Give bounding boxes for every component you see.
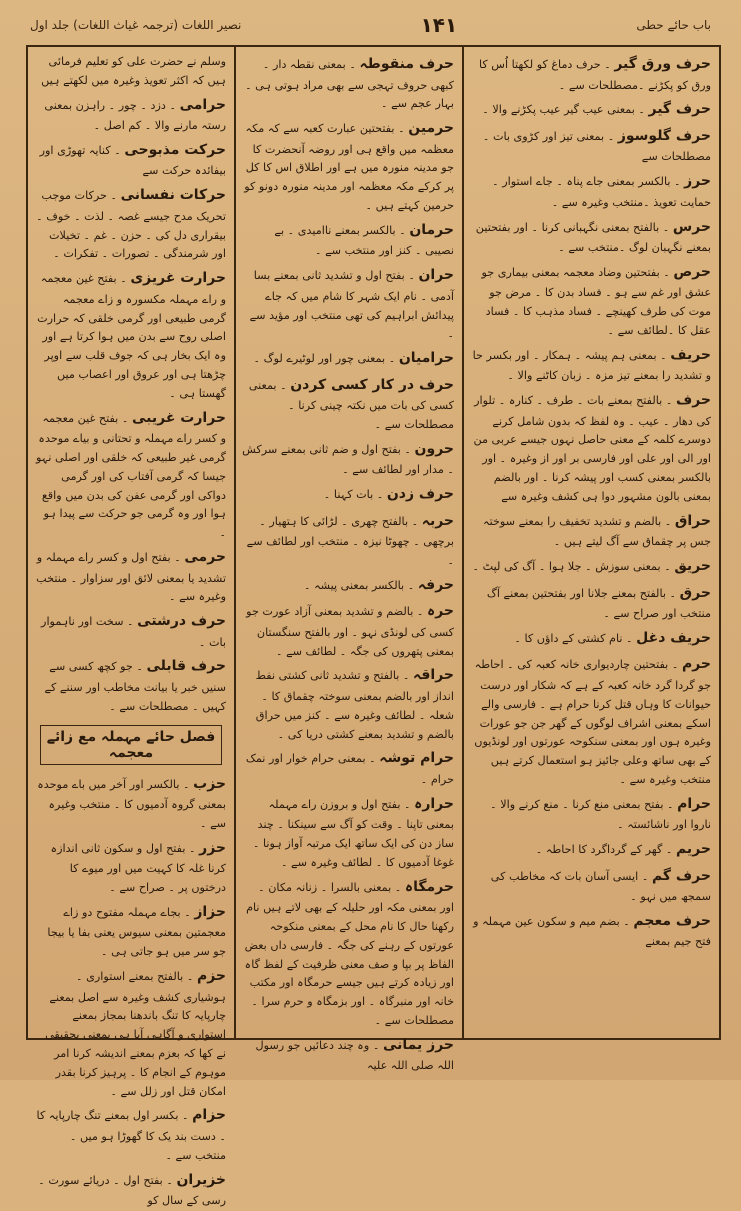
entry-definition: بکسر اول بمعنے تنگ چارپایہ کا ۔ دست بند یک کا گھوڑا ہو میں ۔ منتخب سے ۔ <box>36 1109 226 1162</box>
entry-definition: بالکسر اور آخر میں باے موحدہ بمعنی گروہ آدمیوں کا ۔ منتخب وغیرہ سے ۔ <box>37 777 226 830</box>
dictionary-entry: حرص ۔ بفتحتین وضاد معجمہ بمعنی بیماری جو عشق اور غم سے ہو ۔ فساد بدن کا ۔ مرض جو موت کی طرف کھینچے ۔ فساد مذہب کا ۔ فساد عقل کا ۔لطائف سے ۔ <box>481 263 711 337</box>
dictionary-entry: خزیران ۔ بفتح اول ۔ دریائے سورت ۔ رسی کے سال کو <box>38 1171 226 1208</box>
entry-headword: حرف قابلی <box>146 658 226 675</box>
entry-definition: بمعنی حرام خوار اور نمک حرام ۔ <box>245 752 454 786</box>
entry-definition: بمعنی ہم پیشہ ۔ ہمکار ۔ اور بکسر حا و تشدید را بمعنے تیز مزہ ۔ زبان کاٹنے والا ۔ <box>472 348 711 383</box>
dictionary-entry: حربہ ۔ بالفتح چھری ۔ لڑائی کا ہتھیار ۔ برچھی ۔ چھوٹا نیزہ ۔ منتخب اور لطائف سے ۔ <box>246 512 454 568</box>
dictionary-entry: حریف دغل ۔ نام کشتی کے داؤں کا ۔ <box>514 629 711 646</box>
dictionary-entry: حرف درشتی ۔ سخت اور ناہموار بات ۔ <box>41 613 226 649</box>
dictionary-entry: حرہ ۔ بالضم و تشدید بمعنی آزاد عورت جو کسی کی لونڈی نہو ۔ اور بالفتح سنگستان بمعنی پتھروں کی جگہ ۔ لطائف سے ۔ <box>246 603 454 658</box>
entry-definition: بفتح اول و بروزن راے مہملہ بمعنی تاپنا ۔ وقت کو آگ سے سینکنا ۔ چند ساز دن کی ایک ساتھ ایک مرتبہ آواز ہونا ۔ غوغا آدمیوں کا ۔ لطائف وغیرہ سے ۔ <box>252 797 454 869</box>
dictionary-entry: حراق ۔ بالضم و تشدید تخفیف را بمعنے سوختہ جس پر چقماق سے آگ لیتے ہیں ۔ <box>483 512 711 549</box>
entry-headword: حریم <box>675 841 711 858</box>
dictionary-entry: حرف ورق گیر ۔ حرف دماغ کو لکھتا اُس کا ورق کو پکڑنے ۔مصطلحات سے ۔ <box>479 56 711 92</box>
entry-definition: حرکات موجب تحریک مدح جیسے غصہ ۔ لذت ۔ خوف ۔ بیقراری دل کی ۔ حزن ۔ غم ۔ تخیلات اور شرمندگی ۔ تصورات ۔ تفکرات ۔ <box>36 189 226 261</box>
entry-headword: حرون <box>414 440 454 457</box>
entry-definition: بفتحتین عبارت کعبہ سے کہ مکہ معظمہ میں واقع ہی اور روضہ آنحضرت کا جو مدینہ منورہ میں ہے اور اطلاق اس کا کل پر کرکے مکہ معظمہ اور مدینہ منورہ دونو کو حرمین کہتے ہیں ۔ <box>244 122 454 213</box>
dictionary-entry: حریف ۔ بمعنی ہم پیشہ ۔ ہمکار ۔ اور بکسر حا و تشدید را بمعنے تیز مزہ ۔ زبان کاٹنے والا ۔ <box>472 346 711 383</box>
entry-headword: حراقہ <box>413 667 454 684</box>
dictionary-entry: حرف گلوسوز ۔ بمعنی تیز اور کڑوی بات ۔مصطلحات سے <box>482 127 711 164</box>
text-frame <box>26 45 721 1208</box>
dictionary-entry: حرز ۔ بالکسر بمعنی جاے پناہ ۔ جاے استوار ۔ حمایت تعویذ ۔منتخب وغیرہ سے ۔ <box>492 173 711 209</box>
dictionary-entry: حرارہ ۔ بفتح اول و بروزن راے مہملہ بمعنی تاپنا ۔ وقت کو آگ سے سینکنا ۔ چند ساز دن کی ایک ساتھ ایک مرتبہ آواز ہونا ۔ غوغا آدمیوں کا ۔ لطائف وغیرہ سے ۔ <box>252 795 454 869</box>
dictionary-entry: حرم ۔ بفتحتین چاردیواری خانہ کعبہ کی ۔ احاطہ جو گردا گرد خانہ کعبہ کے ہے کہ شکار اور درست حیوانات کا وہاں قتل کرنا حرام ہے ۔ فارسی والے اسکے بمعنی اشراف لوگوں کے گھر جن جو عورات وغیرہ ہوں اور بمعنی سنکوحہ عورتوں اور لونڈیوں کے بھی ساتھ وعلی جائیز ہو استعمال کرتے ہیں منتخب وغیرہ سے ۔ <box>474 656 711 786</box>
entry-headword: حرامی <box>179 96 226 113</box>
entry-definition: بالفتح و تشدید ثانی کشتی نفط انداز اور بالضم بمعنی سوختہ چقماق کا ۔ شعلہ ۔ لطائف وغیرہ سے ۔ کنز میں حراق بالضم و تشدید بمعنے کشتی دریا کی ۔ <box>255 669 454 741</box>
entry-headword: حرمین <box>408 120 454 137</box>
entry-definition: کنایہ تھوڑی اور بیفائدہ حرکت سے <box>39 143 226 178</box>
entry-definition: بالضم و تشدید بمعنی آزاد عورت جو کسی کی لونڈی نہو ۔ اور بالفتح سنگستان بمعنی پتھروں کی جگہ ۔ لطائف سے ۔ <box>246 605 454 658</box>
dictionary-entry: حرف ۔ بالفتح بمعنے بات ۔ طرف ۔ کنارہ ۔ تلوار کی دھار ۔ عیب ۔ وہ لفظ کہ بدون شامل کرنے دوسرے کلمہ کے معنی حاصل نہوں جیسے عربی من اور الی اور علی اور فارسی بر اور از وغیرہ ۔ اور بالکسر بمعنی کسب اور پیشہ کرنا ۔ اور بالضم بمعنی بالون مشہور دوا ہی کشف وغیرہ سے <box>473 392 711 503</box>
dictionary-entry: حرمی ۔ بفتح اول و کسر راے مہملہ و تشدید یا بمعنی لائق اور سزاوار ۔ منتخب وغیرہ سے ۔ <box>36 549 226 604</box>
entry-headword: حرکات نفسانی <box>120 187 226 204</box>
entry-headword: حرق <box>679 584 711 601</box>
dictionary-entry: حرف در کار کسی کردن ۔ بمعنی کسی کی بات میں نکتہ چینی کرنا ۔مصطلحات سے ۔ <box>248 376 454 432</box>
entry-definition: گھر کے گرداگرد کا احاطہ ۔ <box>535 843 663 857</box>
dictionary-entry: حزاز ۔ بجاے مہملہ مفتوح دو زاے معجمتین بمعنی سیوس یعنی بفا یا بیجا جو سر میں ہو جاتی ہی ۔ <box>47 903 226 959</box>
entry-definition: بفتح اول و تشدید ثانی بمعنے بسا آدمی ۔ نام ایک شہر کا شام میں کہ جاے پیدائش ابراہیم کی تھی منتخب اور مؤید سے ۔ <box>249 269 454 341</box>
entry-headword: حرف زدن <box>386 486 454 503</box>
entry-headword: حرف گلوسوز <box>617 127 711 144</box>
entry-definition: بالفتح چھری ۔ لڑائی کا ہتھیار ۔ برچھی ۔ چھوٹا نیزہ ۔ منتخب اور لطائف سے ۔ <box>246 514 454 568</box>
entry-definition: ایسی آسان بات کہ مخاطب کی سمجھ میں نہو ۔ <box>490 869 711 904</box>
entry-headword: حرارہ <box>414 795 454 812</box>
entry-definition: وہ چند دعائیں جو رسول اللہ صلی اللہ علیہ <box>255 1038 454 1073</box>
entry-definition: بالکسر بمعنے ناامیدی ۔ بے نصیبی ۔ کنز اور منتخب سے ۔ <box>274 223 454 258</box>
entry-definition: بفتح اول و کسر راے مہملہ و تشدید یا بمعنی لائق اور سزاوار ۔ منتخب وغیرہ سے ۔ <box>36 551 226 604</box>
entry-headword: حرمی <box>184 549 226 566</box>
entry-definition: بمعنی بالسرا ۔ زنانہ مکان ۔ اور بمعنی مکہ اور حلیلہ کے بھی لاتے ہیں نام رکھنا حال کا نام محل کے بمعنی منکوحہ عورتوں کے رہنے کی جگہ ۔ فارسی داں بعض الفاظ پر بپا و صف معنی ظرفیت کے لفظ گاہ اور زیادہ کرتے ہیں جیسے حرمگاہ اور مکتب خانہ اور منبرگاہ ۔ اور بزمگاہ و حرم سرا ۔ مصطلحات سے ۔ <box>244 880 454 1028</box>
entry-headword: حریف دغل <box>636 629 711 646</box>
entry-definition: بفتح اول و سکون ثانی اندازہ کرنا غلہ کا کہیت میں اور میوے کا درختوں پر ۔ صراح سے ۔ <box>50 841 226 895</box>
entry-definition: جو کچھ کسی سے سنیں خبر یا بیانت مخاطب اور سننے کے کہیں ۔ مصطلحات سے ۔ <box>44 660 226 713</box>
dictionary-entry: حراقہ ۔ بالفتح و تشدید ثانی کشتی نفط انداز اور بالضم بمعنی سوختہ چقماق کا ۔ شعلہ ۔ لطائف وغیرہ سے ۔ کنز میں حراق بالضم و تشدید بمعنے کشتی دریا کی ۔ <box>255 667 454 741</box>
dictionary-entry: حریق ۔ بمعنی سوزش ۔ جلا ہوا ۔ آگ کی لپٹ ۔ <box>472 558 711 575</box>
entry-headword: حران <box>418 267 454 284</box>
entry-headword: حرف معجم <box>633 912 711 929</box>
section-heading: فصل حائے مہملہ مع زائے معجمہ <box>40 725 222 765</box>
entry-headword: حرس <box>672 218 711 235</box>
dictionary-entry: حرارت غریزی ۔ بفتح غین معجمہ و راے مہملہ مکسورہ و زاے معجمہ گرمی طبیعی اور گرمی خلقی کہ حرارت اصلی روح سے بدن میں ہوا کرتا ہے اور وہ ایک بخار ہی کہ جوف قلب سے اوپر چڑھتا ہی اور عروق اور اعصاب میں گھستا ہی ۔ <box>37 270 226 400</box>
header-right-title: باب حائے حطی <box>636 18 711 32</box>
entry-headword: حرامیان <box>398 350 454 367</box>
dictionary-entry: حرمگاہ ۔ بمعنی بالسرا ۔ زنانہ مکان ۔ اور بمعنی مکہ اور حلیلہ کے بھی لاتے ہیں نام رکھنا حال کا نام محل کے بمعنی منکوحہ عورتوں کے رہنے کی جگہ ۔ فارسی داں بعض الفاظ پر بپا و صف معنی ظرفیت کے لفظ گاہ اور زیادہ کرتے ہیں جیسے حرمگاہ اور مکتب خانہ اور منبرگاہ ۔ اور بزمگاہ و حرم سرا ۔ مصطلحات سے ۔ <box>244 878 454 1028</box>
entry-headword: حرکت مذبوحی <box>124 141 226 158</box>
dictionary-entry: حرمین ۔ بفتحتین عبارت کعبہ سے کہ مکہ معظمہ میں واقع ہی اور روضہ آنحضرت کا جو مدینہ منورہ میں ہے اور اطلاق اس کا کل پر کرکے مکہ معظمہ اور مدینہ منورہ دونو کو حرمین کہتے ہیں ۔ <box>244 120 454 213</box>
page-number: ۱۴۱ <box>420 13 458 37</box>
entry-headword: حریق <box>674 558 711 575</box>
dictionary-entry: حرکت مذبوحی ۔ کنایہ تھوڑی اور بیفائدہ حرکت سے <box>39 141 226 178</box>
entry-headword: حزر <box>199 839 226 856</box>
dictionary-entry: حرمان ۔ بالکسر بمعنے ناامیدی ۔ بے نصیبی ۔ کنز اور منتخب سے ۔ <box>274 221 454 258</box>
entry-definition: بضم میم و سکون عین مہملہ و فتح جیم بمعنے <box>473 914 711 949</box>
dictionary-entry: حرکات نفسانی ۔ حرکات موجب تحریک مدح جیسے غصہ ۔ لذت ۔ خوف ۔ بیقراری دل کی ۔ حزن ۔ غم ۔ تخیلات اور شرمندگی ۔ تصورات ۔ تفکرات ۔ <box>36 187 226 261</box>
entry-definition: بات کہنا ۔ <box>323 488 374 502</box>
entry-definition: بمعنی چور اور لوٹیرے لوگ ۔ <box>253 352 386 366</box>
entry-definition: بفتح غین معجمہ و راے مہملہ مکسورہ و زاے معجمہ گرمی طبیعی اور گرمی خلقی کہ حرارت اصلی روح سے بدن میں ہوا کرتا ہے اور وہ ایک بخار ہی کہ جوف قلب سے اوپر چڑھتا ہی اور عروق اور اعصاب میں گھستا ہی ۔ <box>37 272 226 400</box>
dictionary-entry: حزام ۔ بکسر اول بمعنے تنگ چارپایہ کا ۔ دست بند یک کا گھوڑا ہو میں ۔ منتخب سے ۔ <box>36 1107 226 1162</box>
entry-definition: بالفتح بمعنے بات ۔ طرف ۔ کنارہ ۔ تلوار کی دھار ۔ عیب ۔ وہ لفظ کہ بدون شامل کرنے دوسرے کلمہ کے معنی حاصل نہوں جیسے عربی من اور الی اور علی اور فارسی بر اور از وغیرہ ۔ اور بالکسر بمعنی کسب اور پیشہ کرنا ۔ اور بالضم بمعنی بالون مشہور دوا ہی کشف وغیرہ سے <box>473 394 711 503</box>
entry-headword: حرف گیر <box>648 101 711 118</box>
entry-definition: بالضم و تشدید تخفیف را بمعنے سوختہ جس پر چقماق سے آگ لیتے ہیں ۔ <box>483 514 711 549</box>
dictionary-entry: حزب ۔ بالکسر اور آخر میں باے موحدہ بمعنی گروہ آدمیوں کا ۔ منتخب وغیرہ سے ۔ <box>37 775 226 830</box>
dictionary-entry: حرس ۔ بالفتح بمعنی نگہبانی کرنا ۔ اور بفتحتین بمعنے نگہبان لوگ ۔منتخب سے ۔ <box>475 218 711 255</box>
entry-headword: حرفہ <box>417 576 454 593</box>
dictionary-entry: حرون ۔ بفتح اول و ضم ثانی بمعنے سرکش ۔ مدار اور لطائف سے ۔ <box>242 440 454 477</box>
dictionary-entry: حزم ۔ بالفتح بمعنے استواری ۔ ہوشیاری کشف وغیرہ سے اصل بمعنے چارپایہ کا تنگ باندھنا بمجاز بمعنے استواری و آگاہی آیا ہی بمعنی بحقیقی نے کھا کہ بعزم بمعنے اندیشہ کرنا امر موہوم کے انجام کا ۔ پرہیز کرنا بقدر امکان قتل اور زلل سے ۔ <box>45 968 226 1098</box>
column-right <box>464 47 719 1038</box>
entry-headword: خزیران <box>176 1171 226 1188</box>
entry-headword: حربہ <box>421 512 454 529</box>
entry-definition: بالکسر بمعنی جاے پناہ ۔ جاے استوار ۔ حمایت تعویذ ۔منتخب وغیرہ سے ۔ <box>492 175 711 209</box>
entry-headword: حرف منقوطہ <box>359 56 454 72</box>
entry-headword: حرام توشہ <box>379 750 454 767</box>
entry-definition: بالفتح بمعنے جلانا اور بفتحتین بمعنے آگ منتخب اور صراح سے ۔ <box>486 586 711 621</box>
entry-definition: بفتحتین چاردیواری خانہ کعبہ کی ۔ احاطہ جو گردا گرد خانہ کعبہ کے ہے کہ شکار اور درست حیوانات کا وہاں قتل کرنا حرام ہے ۔ فارسی والے اسکے بمعنی اشراف لوگوں کے گھر جن جو عورات وغیرہ ہوں اور بمعنی سنکوحہ عورتوں اور لونڈیوں کے بھی ساتھ وعلی جائیز ہو استعمال کرتے ہیں منتخب وغیرہ سے ۔ <box>474 658 711 786</box>
entry-definition: بفتح بمعنی منع کرنا ۔ منع کرنے والا ۔ ناروا اور ناشائستہ ۔ <box>490 797 711 832</box>
dictionary-entry: حرف قابلی ۔ جو کچھ کسی سے سنیں خبر یا بیانت مخاطب اور سننے کے کہیں ۔ مصطلحات سے ۔ <box>44 658 226 713</box>
entry-definition: بمعنی نقطہ دار ۔ کبھی حروف تہجی سے بھی مراد ہوتی ہی ۔ بہار عجم سے ۔ <box>245 58 454 111</box>
entry-definition: بفتح اول ۔ دریائے سورت ۔ رسی کے سال کو <box>38 1173 226 1208</box>
column-middle <box>234 47 464 1073</box>
entry-headword: حرارت غریزی <box>130 270 226 287</box>
entry-headword: حزب <box>193 775 226 792</box>
entry-definition: بالفتح بمعنے استواری ۔ ہوشیاری کشف وغیرہ سے اصل بمعنے چارپایہ کا تنگ باندھنا بمجاز بمعنے استواری و آگاہی آیا ہی بمعنی بحقیقی نے کھا کہ بعزم بمعنے اندیشہ کرنا امر موہوم کے انجام کا ۔ پرہیز کرنا بقدر امکان قتل اور زلل سے ۔ <box>45 970 226 1098</box>
entry-definition: سخت اور ناہموار بات ۔ <box>41 615 226 649</box>
entry-definition: بمعنی تیز اور کڑوی بات ۔مصطلحات سے <box>482 129 711 164</box>
dictionary-entry: حرف معجم ۔ بضم میم و سکون عین مہملہ و فتح جیم بمعنے <box>473 912 711 949</box>
entry-definition: نام کشتی کے داؤں کا ۔ <box>514 631 623 645</box>
dictionary-entry: حرام ۔ بفتح بمعنی منع کرنا ۔ منع کرنے والا ۔ ناروا اور ناشائستہ ۔ <box>490 795 711 832</box>
entry-headword: حراق <box>674 512 711 529</box>
entry-headword: حرف درشتی <box>137 613 226 630</box>
dictionary-entry: حرارت غریبی ۔ بفتح غین معجمہ و کسر راے مہملہ و تحتانی و بیاے موحدہ گرمی غیر طبیعی کہ خلقی اور اصلی نہو جیسا کہ گرمی آفتاب کی اور گرمی دواکی اور گرمی عفن کی بدن میں واقع ہوا اور وہ گرمی جو حرکت سے پیدا ہو ۔ <box>36 409 226 540</box>
entry-headword: حریف <box>670 346 711 363</box>
entry-definition: بمعنی سوزش ۔ جلا ہوا ۔ آگ کی لپٹ ۔ <box>472 560 661 574</box>
dictionary-entry: حرف گیر ۔ بمعنی عیب گیر عیب پکڑنے والا ۔ <box>482 101 711 118</box>
entry-headword: حرص <box>673 263 711 280</box>
entry-definition: بمعنی کسی کی بات میں نکتہ چینی کرنا ۔مصطلحات سے ۔ <box>248 378 454 432</box>
dictionary-entry: حزر ۔ بفتح اول و سکون ثانی اندازہ کرنا غلہ کا کہیت میں اور میوے کا درختوں پر ۔ صراح سے ۔ <box>50 839 226 895</box>
entry-headword: حرز <box>684 173 711 190</box>
dictionary-entry: حریم ۔ گھر کے گرداگرد کا احاطہ ۔ <box>535 841 711 858</box>
entry-headword: حزاز <box>194 903 226 920</box>
entry-headword: حرف گم <box>651 867 711 884</box>
entry-definition: بجاے مہملہ مفتوح دو زاے معجمتین بمعنی سیوس یعنی بفا یا بیجا جو سر میں ہو جاتی ہی ۔ <box>47 905 226 959</box>
entry-headword: حرف <box>675 392 711 409</box>
entry-definition: بالفتح بمعنی نگہبانی کرنا ۔ اور بفتحتین بمعنے نگہبان لوگ ۔منتخب سے ۔ <box>475 220 711 255</box>
entry-definition: بفتحتین وضاد معجمہ بمعنی بیماری جو عشق اور غم سے ہو ۔ فساد بدن کا ۔ مرض جو موت کی طرف کھینچے ۔ فساد مذہب کا ۔ فساد عقل کا ۔لطائف سے ۔ <box>481 265 711 337</box>
dictionary-entry: حرز یمانی ۔ وہ چند دعائیں جو رسول اللہ صلی اللہ علیہ <box>255 1036 454 1073</box>
entry-headword: حرف در کار کسی کردن <box>290 376 454 393</box>
column-left <box>28 47 236 1208</box>
entry-headword: حرام <box>677 795 711 812</box>
entry-definition: بالکسر بمعنی پیشہ ۔ <box>303 578 405 592</box>
dictionary-entry <box>36 53 226 91</box>
entry-definition: بفتح اول و ضم ثانی بمعنے سرکش ۔ مدار اور لطائف سے ۔ <box>242 442 454 477</box>
dictionary-entry: حرف منقوطہ ۔ بمعنی نقطہ دار ۔ کبھی حروف تہجی سے بھی مراد ہوتی ہی ۔ بہار عجم سے ۔ <box>245 56 454 111</box>
entry-headword: حرمگاہ <box>404 878 454 895</box>
entry-headword: حزام <box>192 1107 226 1124</box>
dictionary-entry: حرق ۔ بالفتح بمعنے جلانا اور بفتحتین بمعنے آگ منتخب اور صراح سے ۔ <box>486 584 711 621</box>
dictionary-entry: حرفہ ۔ بالکسر بمعنی پیشہ ۔ <box>303 576 454 593</box>
dictionary-entry: حران ۔ بفتح اول و تشدید ثانی بمعنے بسا آدمی ۔ نام ایک شہر کا شام میں کہ جاے پیدائش ابراہیم کی تھی منتخب اور مؤید سے ۔ <box>249 267 454 341</box>
entry-definition: دزد ۔ چور ۔ راہزن بمعنی رستہ مارنے والا ۔ کم اصل ۔ <box>44 98 226 133</box>
header-left-title: نصیر اللغات (ترجمہ غیاث اللغات) جلد اول <box>30 18 242 32</box>
dictionary-entry: حرامیان ۔ بمعنی چور اور لوٹیرے لوگ ۔ <box>253 350 454 367</box>
entry-headword: حرز یمانی <box>382 1036 454 1053</box>
entry-headword: حرمان <box>409 221 454 238</box>
entry-definition: بفتح غین معجمہ و کسر راے مہملہ و تحتانی و بیاے موحدہ گرمی غیر طبیعی کہ خلقی اور اصلی نہو جیسا کہ گرمی آفتاب کی اور گرمی دواکی اور گرمی عفن کی بدن میں واقع ہوا اور وہ گرمی جو حرکت سے پیدا ہو ۔ <box>36 411 226 540</box>
dictionary-entry: حرف زدن ۔ بات کہنا ۔ <box>323 486 454 503</box>
entry-headword: حزم <box>196 968 226 985</box>
entry-headword: حرف ورق گیر <box>614 56 711 72</box>
entry-headword: حرارت غریبی <box>131 409 226 426</box>
entry-definition: حرف دماغ کو لکھتا اُس کا ورق کو پکڑنے ۔مصطلحات سے ۔ <box>479 58 711 92</box>
dictionary-entry: حرف گم ۔ ایسی آسان بات کہ مخاطب کی سمجھ میں نہو ۔ <box>490 867 711 904</box>
dictionary-entry: حرامی ۔ دزد ۔ چور ۔ راہزن بمعنی رستہ مارنے والا ۔ کم اصل ۔ <box>44 96 226 133</box>
entry-definition: بمعنی عیب گیر عیب پکڑنے والا ۔ <box>482 103 635 117</box>
dictionary-entry: حرام توشہ ۔ بمعنی حرام خوار اور نمک حرام ۔ <box>245 750 454 786</box>
page-header <box>30 10 711 40</box>
entry-headword: حرم <box>681 656 711 673</box>
entry-headword: حرہ <box>426 603 454 620</box>
entry-definition: وسلم نے حضرت علی کو تعلیم فرمائی ہیں کہ اکثر تعویذ وغیرہ میں لکھتے ہیں <box>41 55 226 87</box>
